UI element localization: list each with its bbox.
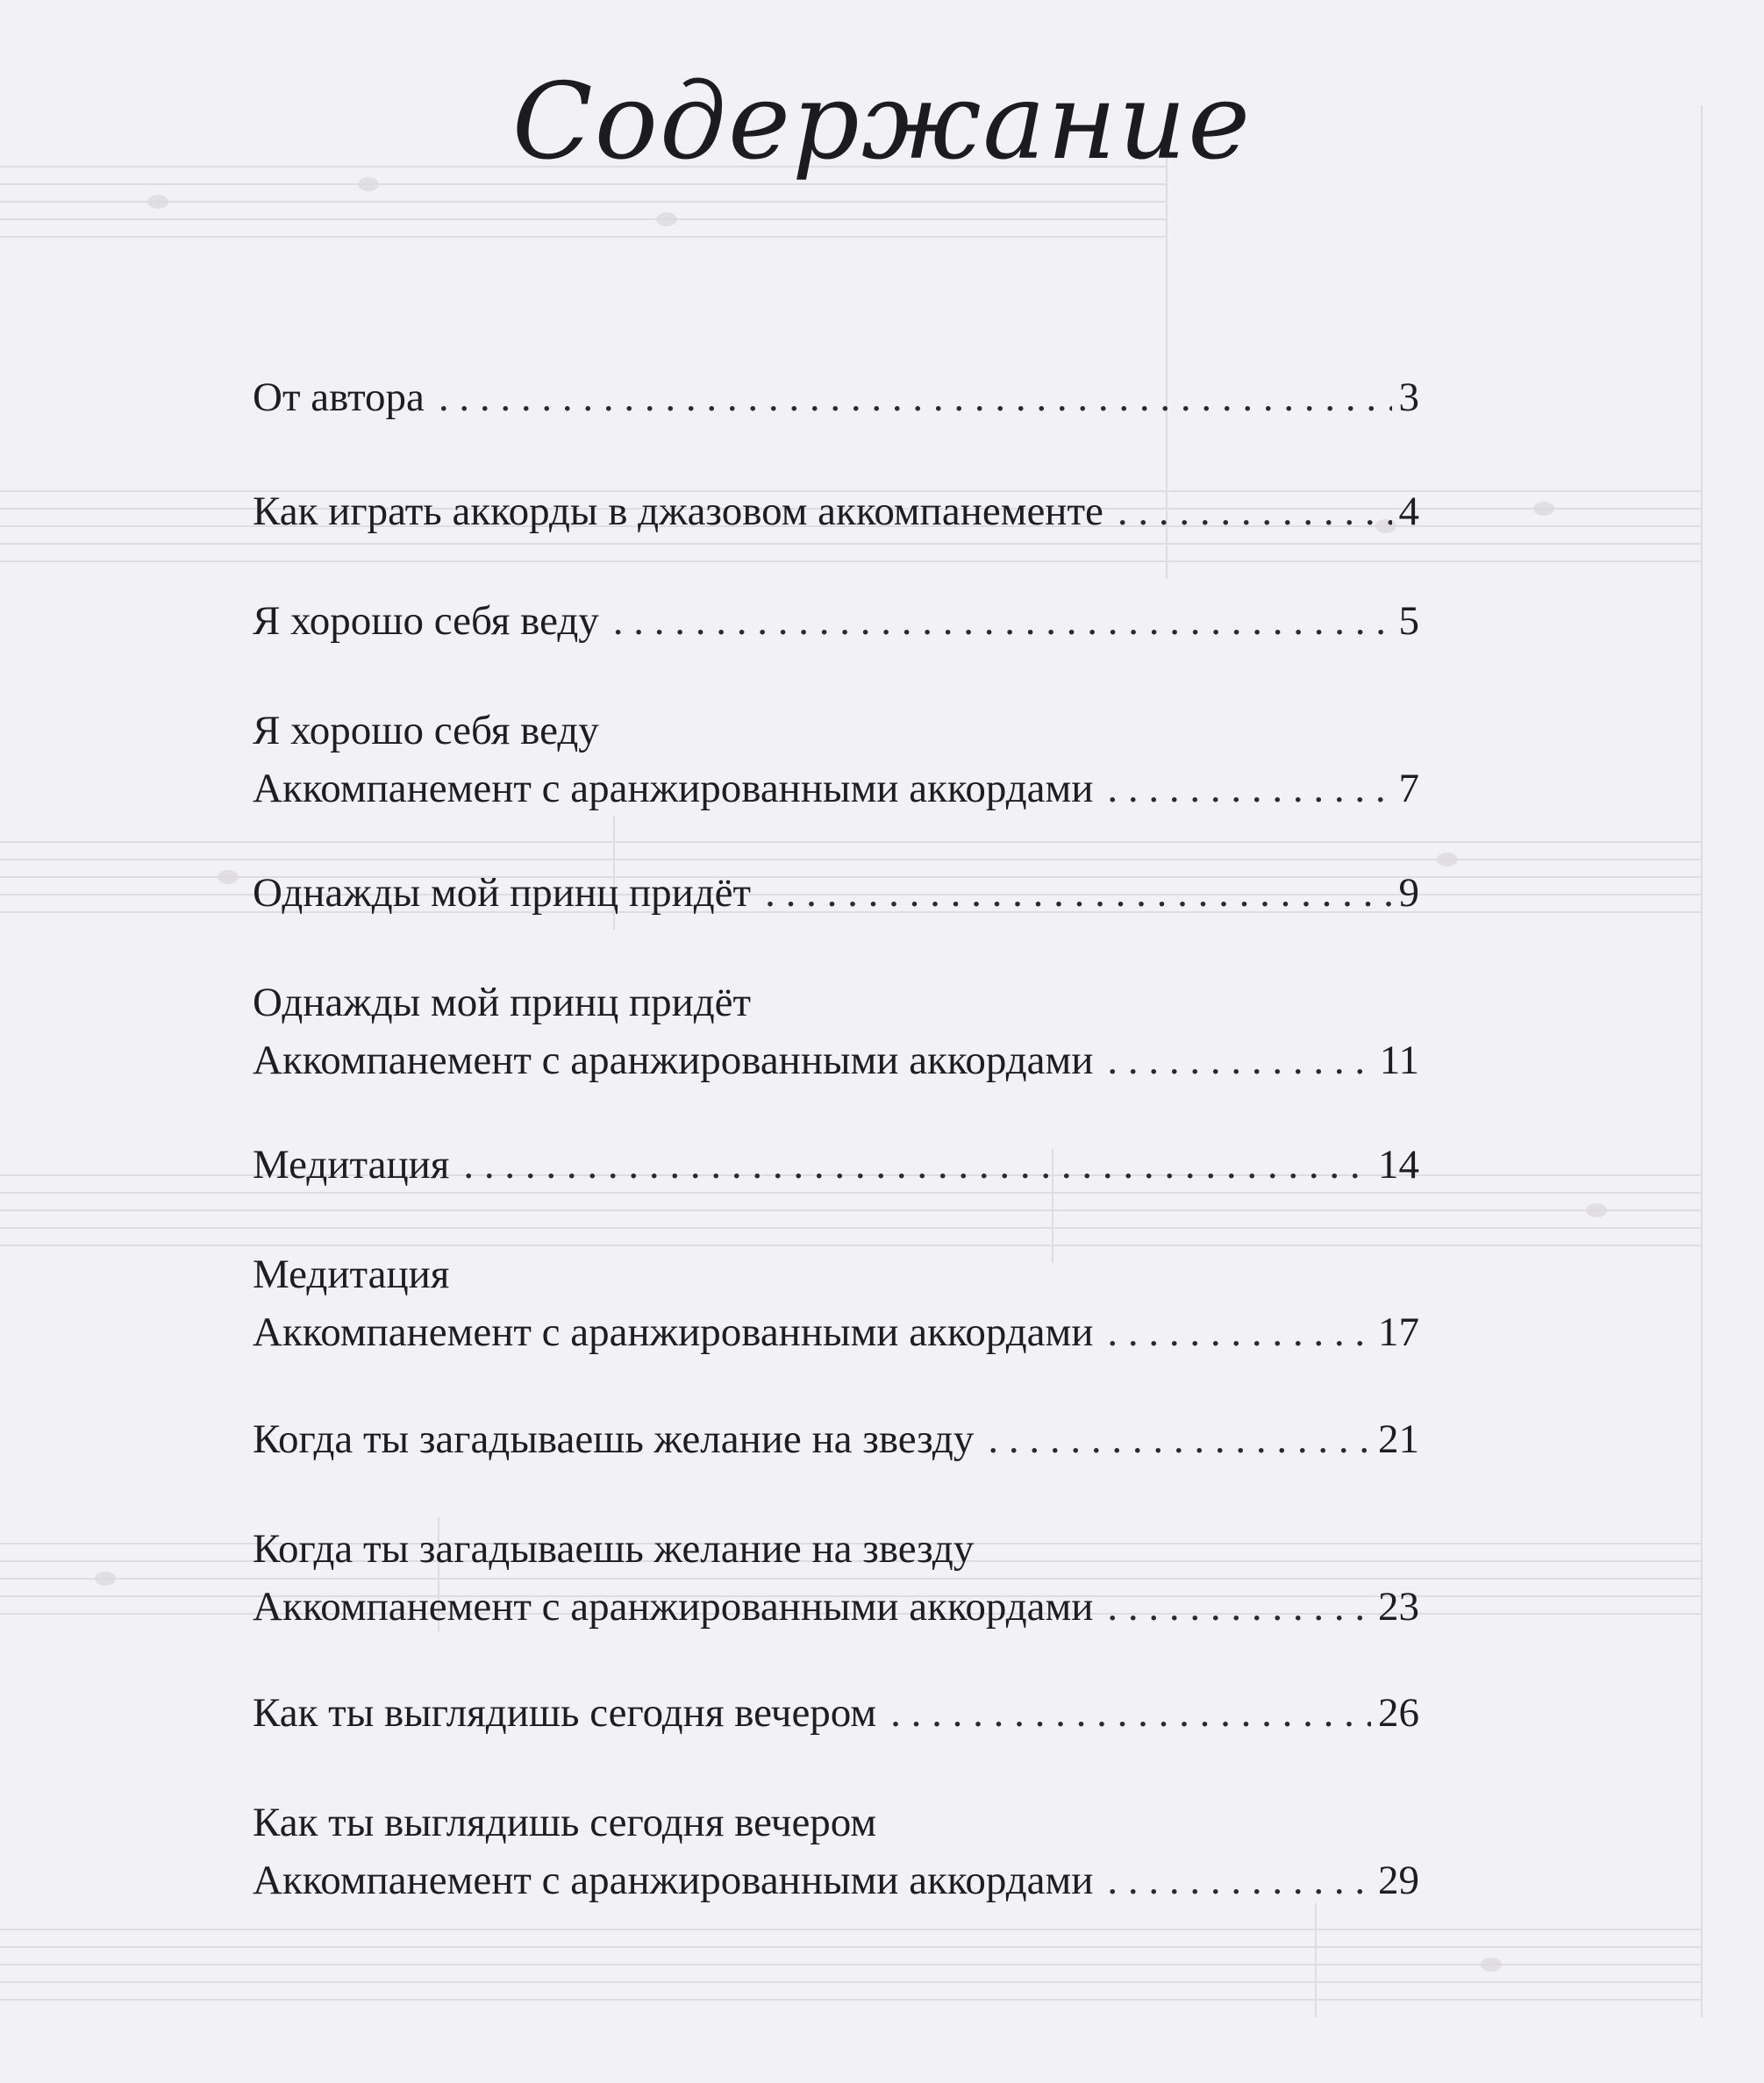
staff-6 [0,1930,1702,2000]
leader-dots [1107,1578,1371,1636]
toc-entry[interactable] [253,482,1419,540]
toc-page-number: 4 [1398,489,1419,534]
toc-entry-subtitle: Аккомпанемент с аранжированными аккордами [253,1309,1094,1355]
toc-entry-title: Однажды мой принц придёт [253,980,752,1025]
toc-entry[interactable] [253,974,1419,1089]
toc-entry-subtitle: Аккомпанемент с аранжированными аккордами [253,1858,1094,1903]
toc-page-number: 5 [1398,598,1419,644]
toc-entry-subtitle: Аккомпанемент с аранжированными аккордами [253,1584,1094,1630]
toc-entry-subtitle: Аккомпанемент с аранжированными аккордами [253,1038,1094,1083]
leader-dots [1107,760,1391,817]
toc-page-number: 21 [1378,1416,1419,1462]
leader-dots [890,1684,1371,1742]
toc-entry[interactable] [253,1684,1419,1742]
page-title: Содержание [511,61,1253,183]
toc-entry[interactable] [253,1410,1419,1468]
toc-page-number: 9 [1398,870,1419,916]
toc-entry-subtitle: Аккомпанемент с аранжированными аккордами [253,766,1094,811]
toc-entry[interactable] [253,1136,1419,1194]
toc-page-number: 23 [1378,1584,1419,1630]
toc-entry-title: Медитация [253,1142,450,1188]
toc-entry[interactable] [253,702,1419,817]
toc-page-number: 14 [1378,1142,1419,1188]
toc-page-number: 17 [1378,1309,1419,1355]
toc-entry-title: Я хорошо себя веду [253,708,599,753]
toc-page-number: 11 [1379,1038,1419,1083]
leader-dots [1107,1851,1371,1909]
toc-entry[interactable] [253,864,1419,922]
toc-entry[interactable] [253,1245,1419,1361]
toc-page-number: 29 [1378,1858,1419,1903]
leader-dots [765,864,1391,922]
leader-dots [1107,1031,1372,1089]
leader-dots [439,368,1392,426]
toc-entry-title: Как ты выглядишь сегодня вечером [253,1800,877,1845]
leader-dots [988,1410,1371,1468]
toc-entry-title: Когда ты загадываешь желание на звезду [253,1416,975,1462]
toc-entry[interactable] [253,368,1419,426]
toc-entry-title: Однажды мой принц придёт [253,870,752,916]
toc-entry[interactable] [253,1520,1419,1636]
toc-entry-title: От автора [253,375,425,420]
leader-dots [1107,1303,1371,1361]
toc-page-number: 3 [1398,375,1419,420]
toc-entry[interactable] [253,592,1419,650]
toc-page-number: 7 [1398,766,1419,811]
toc-entry-title: Как играть аккорды в джазовом аккомпанементе [253,489,1103,534]
toc-entry-title: Я хорошо себя веду [253,598,599,644]
toc-entry-title: Как ты выглядишь сегодня вечером [253,1690,877,1736]
toc-page-number: 26 [1378,1690,1419,1736]
leader-dots [613,592,1392,650]
toc-entry-title: Медитация [253,1252,450,1297]
toc-entry[interactable] [253,1794,1419,1909]
toc-entry-title: Когда ты загадываешь желание на звезду [253,1526,975,1572]
leader-dots [1118,482,1392,540]
leader-dots [463,1136,1371,1194]
